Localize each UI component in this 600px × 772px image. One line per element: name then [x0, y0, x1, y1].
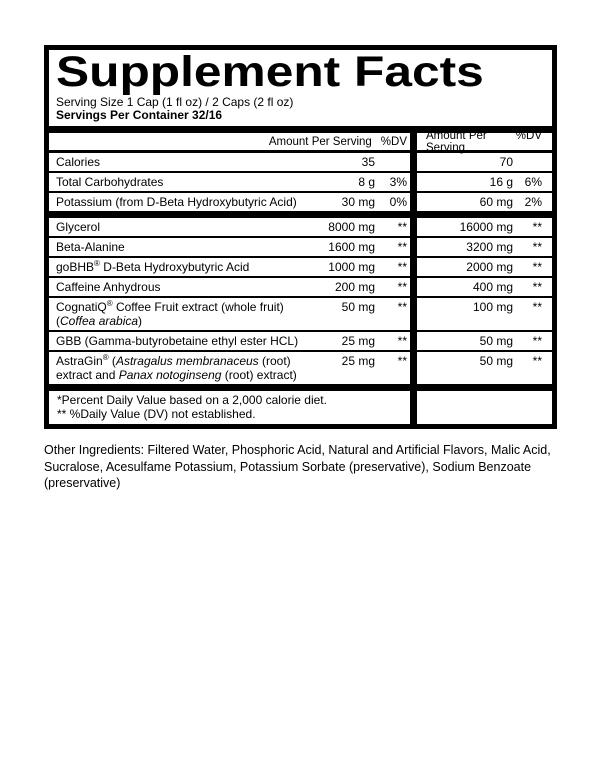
nutrient-row	[49, 153, 552, 171]
nutrient-name: Total Carbohydrates	[56, 175, 164, 189]
amount-per-serving-2: 400 mg	[472, 280, 513, 294]
amount-per-serving-2: 50 mg	[479, 354, 513, 368]
daily-value-1: 0%	[389, 195, 407, 209]
nutrient-name: Beta-Alanine	[56, 240, 125, 254]
section-divider	[49, 211, 552, 218]
nutrient-row	[49, 171, 552, 191]
amount-per-serving-2: 60 mg	[479, 195, 513, 209]
section-divider	[49, 384, 552, 391]
serving-size: Serving Size 1 Cap (1 fl oz) / 2 Caps (2 fl oz)	[56, 95, 294, 109]
amount-per-serving-1: 30 mg	[341, 195, 375, 209]
servings-per-container: Servings Per Container 32/16	[56, 108, 223, 122]
column-divider	[410, 133, 417, 424]
nutrient-name: CognatiQ® Coffee Fruit extract (whole fruit) (Coffea arabica)	[56, 299, 284, 328]
daily-value-1: **	[397, 300, 407, 314]
amount-per-serving-2: 70	[499, 155, 513, 169]
dv-header-1: %DV	[380, 135, 407, 148]
daily-value-2: **	[532, 280, 542, 294]
supplement-facts-panel	[44, 45, 557, 429]
column-header-row	[49, 129, 552, 154]
nutrient-name: GBB (Gamma-butyrobetaine ethyl ester HCL)	[56, 334, 299, 348]
nutrient-row	[49, 218, 552, 236]
amount-per-serving-2: 3200 mg	[466, 240, 513, 254]
amount-per-serving-2: 100 mg	[472, 300, 513, 314]
column-header-right	[419, 130, 552, 154]
nutrient-row	[49, 330, 552, 350]
amount-per-serving-1: 1000 mg	[328, 260, 375, 274]
daily-value-1: **	[397, 260, 407, 274]
daily-value-1: **	[397, 334, 407, 348]
daily-value-2: **	[532, 334, 542, 348]
amount-per-serving-2: 50 mg	[479, 334, 513, 348]
daily-value-1: **	[397, 280, 407, 294]
dv-header-2: %DV	[515, 129, 542, 142]
amount-per-serving-1: 200 mg	[334, 280, 375, 294]
amount-per-serving-1: 8 g	[358, 175, 375, 189]
footnote-line-2: ** %Daily Value (DV) not established.	[57, 407, 256, 421]
amount-per-serving-1: 35	[361, 155, 375, 169]
daily-value-2: 2%	[524, 195, 542, 209]
nutrient-name: goBHB® D-Beta Hydroxybutyric Acid	[56, 259, 250, 274]
daily-value-2: **	[532, 240, 542, 254]
daily-value-1: **	[397, 220, 407, 234]
other-ingredients: Other Ingredients: Filtered Water, Phosphoric Acid, Natural and Artificial Flavors, Malic Acid, Sucralose, Acesulfame Potassium, Potassium Sorbate (preservative), Sodium Benzoate (preservative)	[44, 443, 551, 490]
panel-header	[49, 50, 552, 126]
facts-table	[49, 129, 552, 424]
nutrient-row	[49, 350, 552, 384]
amount-per-serving-1: 8000 mg	[328, 220, 375, 234]
daily-value-2: 6%	[524, 175, 542, 189]
footnote	[49, 391, 552, 424]
nutrient-row	[49, 191, 552, 211]
nutrient-name: Glycerol	[56, 220, 101, 234]
nutrient-name: Calories	[56, 155, 101, 169]
amount-per-serving-2: 2000 mg	[466, 260, 513, 274]
amount-per-serving-1: 50 mg	[341, 300, 375, 314]
daily-value-2	[513, 155, 542, 169]
nutrient-row	[49, 236, 552, 256]
nutrient-row	[49, 256, 552, 276]
daily-value-2: **	[532, 300, 542, 314]
daily-value-2: **	[532, 354, 542, 368]
amount-per-serving-header-2: Amount Per Serving	[426, 129, 487, 154]
amount-per-serving-header-1: Amount Per Serving	[268, 135, 372, 148]
daily-value-2: **	[532, 220, 542, 234]
daily-value-1	[375, 155, 407, 169]
daily-value-2: **	[532, 260, 542, 274]
daily-value-1: 3%	[389, 175, 407, 189]
nutrient-row	[49, 296, 552, 330]
nutrient-name: AstraGin® (Astragalus membranaceus (root) extract and Panax notoginseng (root) extract)	[56, 353, 297, 382]
panel-title: Supplement Facts	[56, 48, 484, 96]
amount-per-serving-2: 16000 mg	[459, 220, 513, 234]
ingredient-rows-section	[49, 218, 552, 384]
amount-per-serving-2: 16 g	[489, 175, 513, 189]
daily-value-1: **	[397, 240, 407, 254]
nutrient-name: Caffeine Anhydrous	[56, 280, 161, 294]
daily-value-1: **	[397, 354, 407, 368]
amount-per-serving-1: 25 mg	[341, 334, 375, 348]
amount-per-serving-1: 1600 mg	[328, 240, 375, 254]
nutrient-name: Potassium (from D-Beta Hydroxybutyric Acid)	[56, 195, 297, 209]
column-header-left	[49, 136, 407, 148]
footnote-line-1: *Percent Daily Value based on a 2,000 calorie diet.	[57, 393, 327, 407]
amount-per-serving-1: 25 mg	[341, 354, 375, 368]
macro-rows-section	[49, 153, 552, 211]
nutrient-row	[49, 276, 552, 296]
